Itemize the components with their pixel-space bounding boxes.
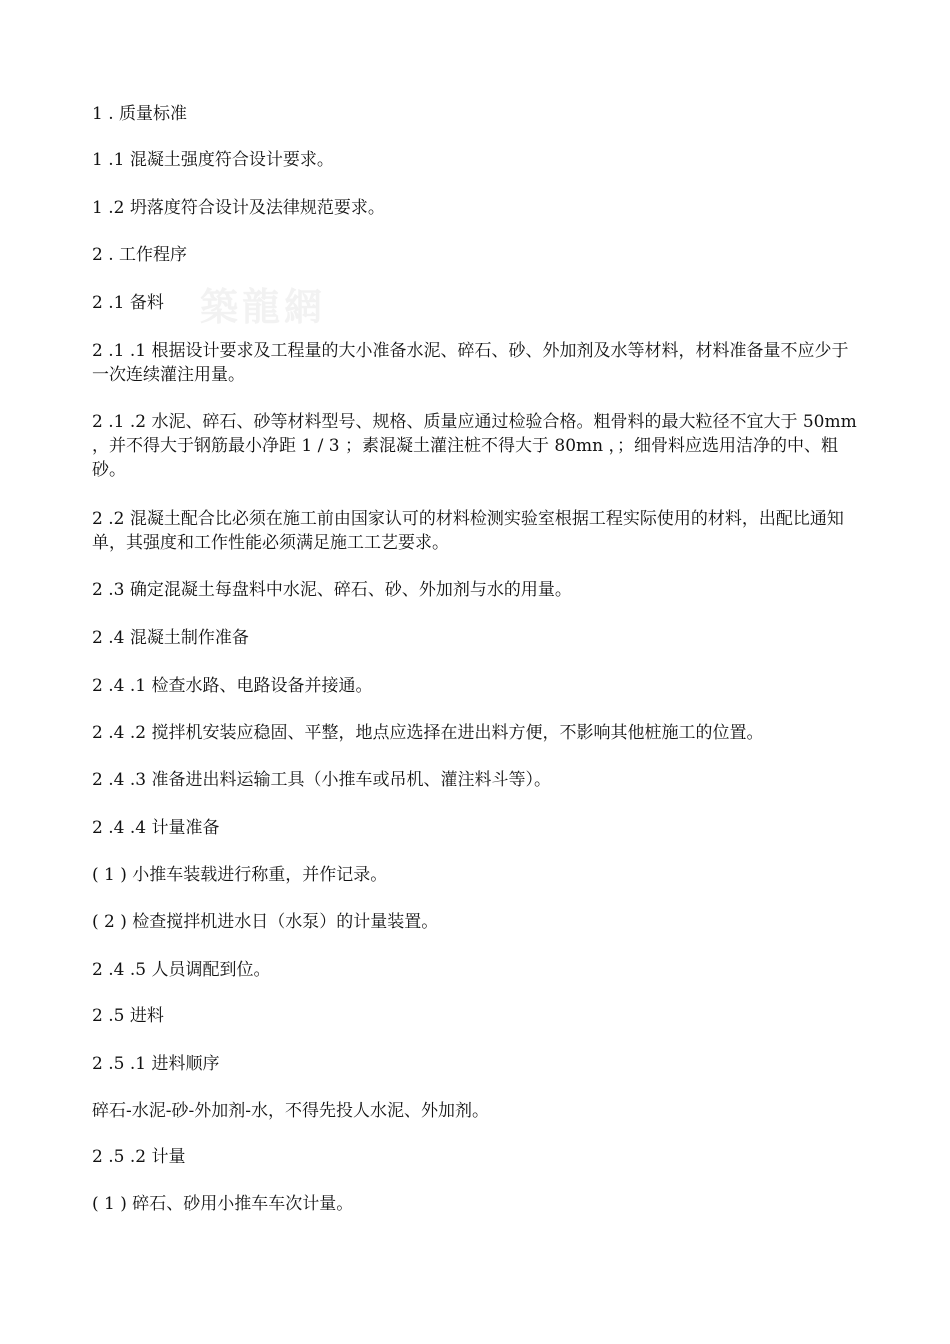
watermark: 築龍網 (200, 284, 327, 329)
paragraph-1-2: 1 .2 坍落度符合设计及法律规范要求。 (92, 198, 385, 218)
paragraph-2-3: 2 .3 确定混凝土每盘料中水泥、碎石、砂、外加剂与水的用量。 (92, 580, 572, 600)
paragraph-2-1-1: 2 .1 .1 根据设计要求及工程量的大小准备水泥、碎石、砂、外加剂及水等材料，材料准备量不应少于一次连续灌注用量。 (92, 341, 849, 385)
paragraph-sequence: 碎石-水泥-砂-外加剂-水，不得先投人水泥、外加剂。 (92, 1101, 489, 1121)
paragraph-2-5: 2 .5 进料 (92, 1006, 164, 1026)
paragraph-1: 1 . 质量标准 (92, 104, 188, 124)
paragraph-2-4-5: 2 .4 .5 人员调配到位。 (92, 960, 271, 980)
paragraph-2-4-1: 2 .4 .1 检查水路、电路设备并接通。 (92, 676, 373, 696)
paragraph-2-1-2: 2 .1 .2 水泥、碎石、砂等材料型号、规格、质量应通过检验合格。粗骨料的最大粒径不宜大于 50mm ，并不得大于钢筋最小净距 1 / 3 ；素混凝土灌注桩不得大于 80mn ，；细骨料应选用洁净的中、粗砂。 (92, 412, 863, 480)
paragraph-2-4-2: 2 .4 .2 搅拌机安装应稳固、平整，地点应选择在进出料方便，不影响其他桩施工的位置。 (92, 723, 764, 743)
paragraph-1-1: 1 .1 混凝土强度符合设计要求。 (92, 150, 334, 170)
paragraph-2-5-2: 2 .5 .2 计量 (92, 1147, 186, 1167)
paragraph-2-5-1: 2 .5 .1 进料顺序 (92, 1054, 220, 1074)
paragraph-2: 2 . 工作程序 (92, 245, 188, 265)
paragraph-2-4-3: 2 .4 .3 准备进出料运输工具（小推车或吊机、灌注料斗等）。 (92, 770, 551, 790)
paragraph-2-4-4: 2 .4 .4 计量准备 (92, 818, 220, 838)
list-item-1: ( 1 ) 小推车装载进行称重，并作记录。 (92, 865, 388, 885)
paragraph-2-2: 2 .2 混凝土配合比必须在施工前由国家认可的材料检测实验室根据工程实际使用的材料，出配比通知单，其强度和工作性能必须满足施工工艺要求。 (92, 509, 844, 553)
paragraph-2-1: 2 .1 备料 (92, 293, 164, 313)
paragraph-2-4: 2 .4 混凝土制作准备 (92, 628, 249, 648)
list-item-2: ( 2 ) 检查搅拌机进水日（水泵）的计量装置。 (92, 912, 439, 932)
list-item-3: ( 1 ) 碎石、砂用小推车车次计量。 (92, 1194, 354, 1214)
